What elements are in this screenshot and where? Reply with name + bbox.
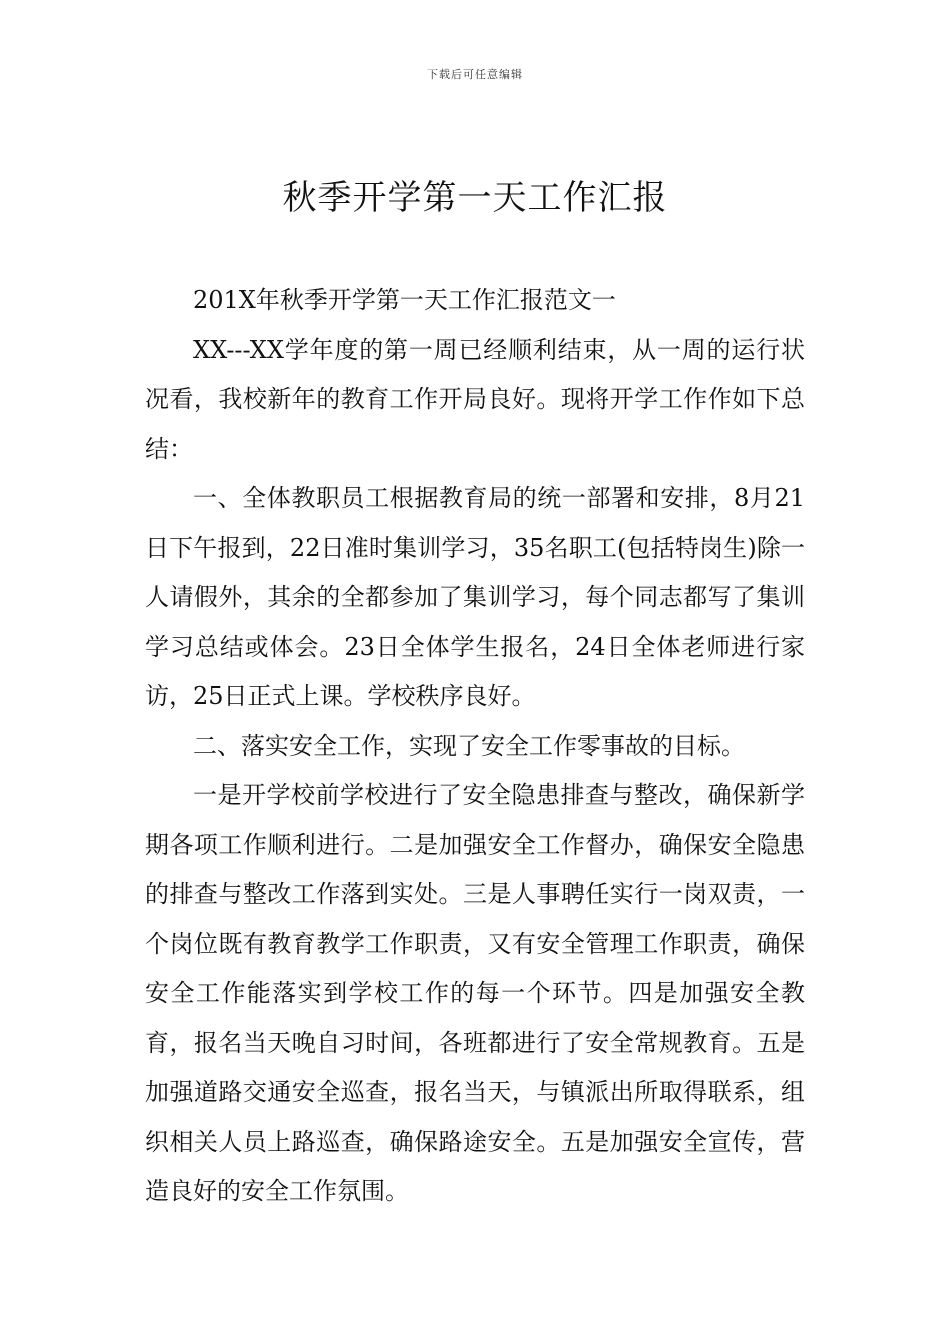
paragraph-intro: XX---XX学年度的第一周已经顺利结束，从一周的运行状况看，我校新年的教育工作开局良好。现将开学工作作如下总结： <box>145 335 805 463</box>
header-note: 下载后可任意编辑 <box>427 68 523 81</box>
document-body <box>145 276 805 1217</box>
paragraph-subtitle: 201X年秋季开学第一天工作汇报范文一 <box>193 286 616 314</box>
paragraph-safety-measures: 一是开学校前学校进行了安全隐患排查与整改，确保新学期各项工作顺利进行。二是加强安全工作督办，确保安全隐患的排查与整改工作落到实处。三是人事聘任实行一岗双责，一个岗位既有教育教学工作职责，又有安全管理工作职责，确保安全工作能落实到学校工作的每一个环节。四是加强安全教育，报名当天晚自习时间，各班都进行了安全常规教育。五是加强道路交通安全巡查，报名当天，与镇派出所取得联系，组织相关人员上路巡查，确保路途安全。五是加强安全宣传，营造良好的安全工作氛围。 <box>145 781 805 1205</box>
document-title: 秋季开学第一天工作汇报 <box>282 178 668 218</box>
paragraph-section-one: 一、全体教职员工根据教育局的统一部署和安排，8月21日下午报到，22日准时集训学习，35名职工(包括特岗生)除一人请假外，其余的全都参加了集训学习，每个同志都写了集训学习总结或体会。23日全体学生报名，24日全体老师进行家访，25日正式上课。学校秩序良好。 <box>145 484 805 710</box>
paragraph-section-two-heading: 二、落实安全工作，实现了安全工作零事故的目标。 <box>193 731 745 760</box>
